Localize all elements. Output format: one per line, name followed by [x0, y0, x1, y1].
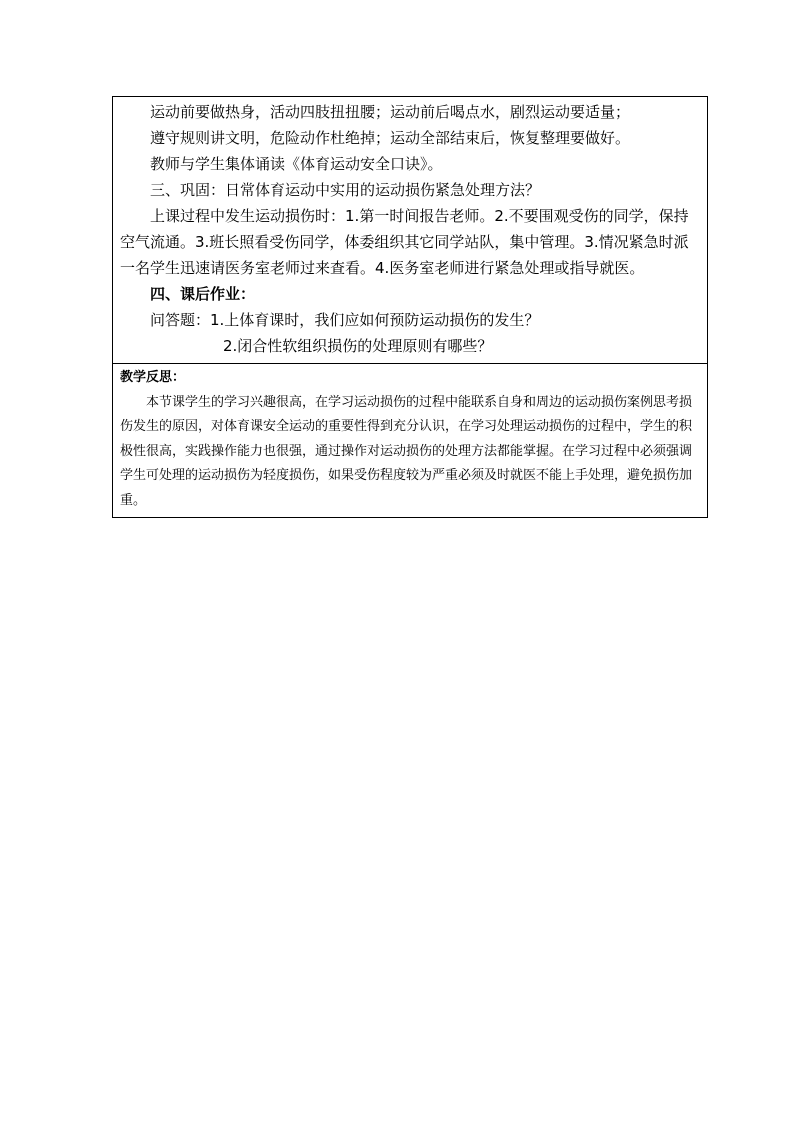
consolidate-body: 上课过程中发生运动损伤时：1.第一时间报告老师。2.不要围观受伤的同学，保持空气流通。3.班长照看受伤同学，体委组织其它同学站队，集中管理。3.情况紧急时派一名学生迅速请医务室老师过来查看。4.医务室老师进行紧急处理或指导就医。	[120, 207, 689, 277]
homework-heading: 四、课后作业：	[150, 285, 256, 303]
safety-rhyme-line-1: 运动前要做热身，活动四肢扭扭腰；运动前后喝点水，剧烈运动要适量；	[150, 103, 631, 121]
reflection-heading: 教学反思：	[120, 370, 186, 385]
homework-question-1: 问答题：1.上体育课时，我们应如何预防运动损伤的发生？	[150, 311, 540, 329]
homework-question-2: 2.闭合性软组织损伤的处理原则有哪些？	[223, 337, 493, 355]
lesson-table	[112, 96, 708, 518]
lesson-content-cell	[113, 97, 707, 363]
reflection-body: 本节课学生的学习兴趣很高，在学习运动损伤的过程中能联系自身和周边的运动损伤案例思考损伤发生的原因，对体育课安全运动的重要性得到充分认识，在学习处理运动损伤的过程中，学生的积极性很高，实践操作能力也很强，通过操作对运动损伤的处理方法都能掌握。在学习过程中必须强调学生可处理的运动损伤为轻度损伤，如果受伤程度较为严重必须及时就医不能上手处理，避免损伤加重。	[120, 394, 693, 508]
consolidate-heading: 三、巩固：日常体育运动中实用的运动损伤紧急处理方法？	[150, 181, 541, 199]
recitation-note: 教师与学生集体诵读《体育运动安全口诀》。	[150, 155, 443, 173]
safety-rhyme-line-2: 遵守规则讲文明，危险动作杜绝掉；运动全部结束后，恢复整理要做好。	[150, 129, 631, 147]
reflection-cell	[113, 363, 707, 517]
